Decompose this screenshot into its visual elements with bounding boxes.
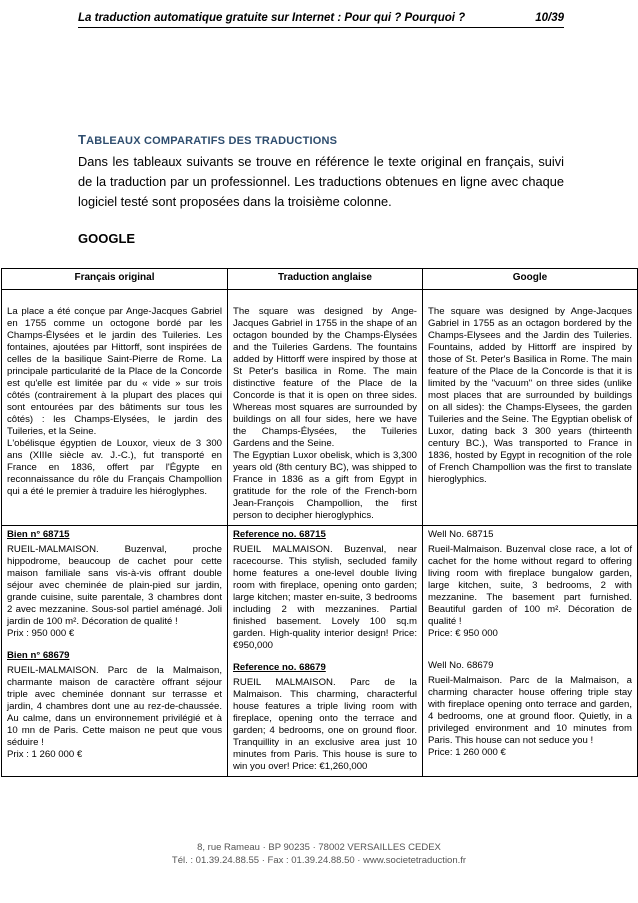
listing-reference: Reference no. 68679 [233, 662, 326, 673]
cell-text: L'obélisque égyptien de Louxor, vieux de 3 300 ans (XIIIe siècle av. J.-C.), fut transporté en France en 1836, offert par l'Égypte en reconnaissance du rôle du Français Champollion qui a été le premier à traduire les hiéroglyphes. [7, 438, 222, 497]
table-row [2, 526, 638, 777]
footer-contact: Tél. : 01.39.24.88.55 · Fax : 01.39.24.88.50 · www.societetraduction.fr [171, 855, 467, 866]
listing-text: RUEIL-MALMAISON. Parc de la Malmaison, charmante maison de caractère offrant séjour triple avec cheminée donnant sur terrasse et jardin, 4 chambres dont une au rez-de-chaussée. Au calme, dans un environnement privilégié et à 10 mn de Paris. Cette maison ne peut que vous séduire ! [7, 665, 222, 748]
listing-price: Prix : 1 260 000 € [7, 749, 83, 760]
listing-reference: Reference no. 68715 [233, 529, 326, 540]
page-number: 10/39 [535, 12, 564, 24]
subsection-title: GOOGLE [78, 231, 136, 246]
spacer [428, 640, 632, 650]
listing-reference: Bien n° 68715 [7, 529, 70, 540]
listing-price: Price: 1 260 000 € [428, 747, 506, 758]
section-title-rest: ABLEAUX COMPARATIFS DES TRADUCTIONS [86, 135, 338, 147]
intro-paragraph: Dans les tableaux suivants se trouve en référence le texte original en français, suivi de la traduction par un professionnel. Les traductions obtenues en ligne avec chaque logiciel testé sont proposées dans la troisième colonne. [78, 154, 564, 209]
cell-text: La place a été conçue par Ange-Jacques Gabriel en 1755 comme un octogone bordé par les Champs-Élysées et le jardin des Tuileries. Les fontaines, ajoutées par Hittorff, sont inspirées de celles de la basilique Saint-Pierre de Rome. La principale particularité de la Place de la Concorde est qu'elle est limitée par du « vide » sur trois côtés (contrairement à la plupart des places qui sont entourées par des bâtiments sur tous les côtés) : les Champs-Elysées, le jardin des Tuileries, et la Seine. [7, 306, 222, 437]
section-title-initial: T [78, 132, 87, 147]
header-french: Français original [2, 269, 228, 290]
spacer [233, 652, 417, 662]
footer-address: 8, rue Rameau · BP 90235 · 78002 VERSAILLES CEDEX [197, 842, 441, 853]
table-row [2, 290, 638, 526]
cell-english [228, 526, 423, 777]
listing-text: Rueil-Malmaison. Parc de la Malmaison, a charming character house offering triple stay with fireplace opening onto terrace and garden, 4 bedrooms, one at ground floor. Quietly, in a privileged environment and 10 minutes from Paris. This house can not seduce you ! [428, 675, 632, 746]
cell-french [2, 290, 228, 526]
comparison-table [1, 268, 638, 777]
table-header-row [2, 269, 638, 290]
header-google: Google [423, 269, 638, 290]
header-english: Traduction anglaise [228, 269, 423, 290]
cell-english [228, 290, 423, 526]
page-header [78, 9, 564, 28]
listing-text: RUEIL MALMAISON. Buzenval, near racecourse. This stylish, secluded family home features a one-level double living room with fireplace, opening onto garden; large kitchen; master en-suite, 3 bedrooms including 2 with mezzanines. Partial finished basement. Lovely 100 sq.m garden. High-quality interior design! Price: €950,000 [233, 544, 417, 651]
cell-google [423, 290, 638, 526]
listing-reference: Well No. 68715 [428, 529, 494, 540]
spacer [428, 650, 632, 660]
cell-text: The Egyptian Luxor obelisk, which is 3,300 years old (8th century BC), was shipped to France in 1836 as a gift from Egypt in gratitude for the role of the French-born Jean-François Champollion, the first person to decipher hieroglyphics. [233, 450, 417, 521]
section-title [78, 132, 337, 147]
cell-text: The square was designed by Ange-Jacques Gabriel in 1755 as an octagon bordered by the Champs-Elysees and the Jardin des Tuileries. Fountains, added by Hittorff are inspired by those of St. Peter's Basilica in Rome. The main feature of the Place de la Concorde is that it is limited by the "vacuum" on three sides (unlike most places that are surrounded by buildings on all sides): the Champs-Elysees, the garden Tuileries and the Seine. The Egyptian obelisk of Luxor, dating back 3 300 years (thirteenth century BC.), Was transported to France in 1836, hosted by Egypt in recognition of the role of French Champollion was the first to translate hieroglyphics. [428, 306, 632, 485]
cell-google [423, 526, 638, 777]
document-title: La traduction automatique gratuite sur Internet : Pour qui ? Pourquoi ? [78, 12, 466, 24]
listing-reference: Bien n° 68679 [7, 650, 70, 661]
listing-price: Price: € 950 000 [428, 628, 498, 639]
listing-text: RUEIL MALMAISON. Parc de la Malmaison. This charming, characterful house features a triple living room with fireplace, opening onto the terrace and garden; 4 bedrooms, one on ground floor. Tranquillity in an exclusive area just 10 minutes from Paris. This house is sure to win you over! Price: €1,260,000 [233, 677, 417, 772]
listing-reference: Well No. 68679 [428, 660, 494, 671]
listing-price: Prix : 950 000 € [7, 628, 75, 639]
spacer [7, 640, 222, 650]
cell-french [2, 526, 228, 777]
listing-text: Rueil-Malmaison. Buzenval close race, a lot of cachet for the home without regard to offering living room with fireplace bungalow garden, large kitchen, suite, 3 bedrooms, 2 with mezzanine. The basement part furnished. Beautiful garden of 100 m². Décoration de qualité ! [428, 544, 632, 627]
listing-text: RUEIL-MALMAISON. Buzenval, proche hippodrome, beaucoup de cachet pour cette maison familiale sans vis-à-vis offrant double séjour avec cheminée de plain-pied sur jardin, grande cuisine, suite parentale, 3 chambres dont 2 avec mezzanine. Sous-sol partiel aménagé. Joli jardin de 100 m². Décoration de qualité ! [7, 544, 222, 627]
cell-text: The square was designed by Ange-Jacques Gabriel in 1755 in the shape of an octagon bounded by the Champs-Élysées and the Tuileries Gardens. The fountains added by Hittorff were inspired by those at St Peter's basilica in Rome. The main distinctive feature of the Place de la Concorde is that it is open on three sides. Whereas most squares are surrounded by buildings on all four sides, here we have the Champs-Élysées, the Tuileries Gardens and the Seine. [233, 306, 417, 449]
